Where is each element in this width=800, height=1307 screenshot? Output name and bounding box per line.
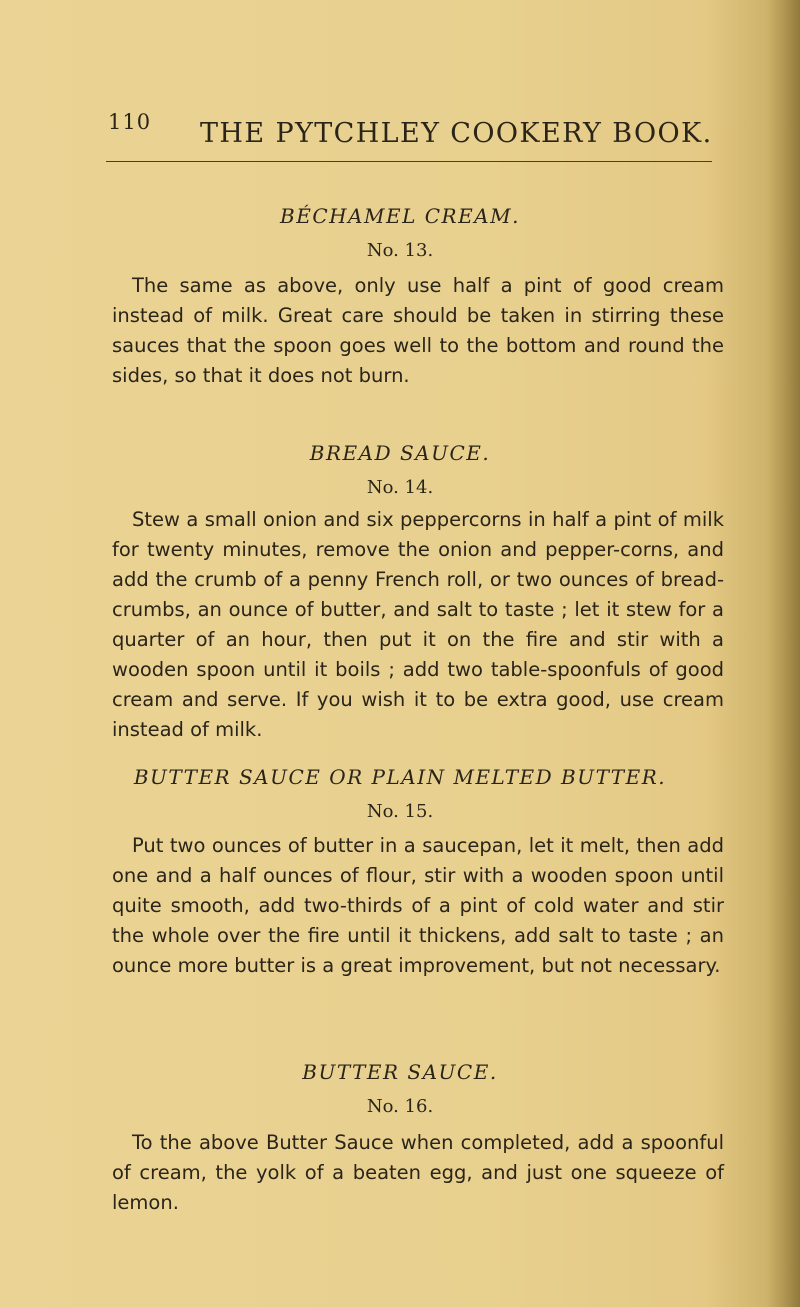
recipe-text-butter-sauce: To the above Butter Sauce when completed, add a spoonful of cream, the yolk of a beaten egg, and just one squeeze of lemon. — [112, 1131, 724, 1214]
recipe-title-butter-sauce: BUTTER SAUCE. — [302, 1060, 498, 1084]
recipe-text-bechamel-cream: The same as above, only use half a pint of good cream instead of milk. Great care should be taken in stirring these sauces that the spoon goes well to the bottom and round the sides, so that it does not burn. — [112, 274, 724, 387]
recipe-number-13: No. 13. — [366, 240, 434, 261]
recipe-number-14: No. 14. — [366, 477, 434, 498]
recipe-title-bechamel-cream: BÉCHAMEL CREAM. — [280, 204, 520, 228]
recipe-title-bread-sauce: BREAD SAUCE. — [309, 441, 491, 465]
recipe-text-bread-sauce: Stew a small onion and six peppercorns in half a pint of milk for twenty minutes, remove the onion and pepper-corns, and add the crumb of a penny French roll, or two ounces of bread-crumbs, an ounce of butter, and salt to taste ; let it stew for a quarter of an hour, then put it on the fire and stir with a wooden spoon until it boils ; add two table-spoonfuls of good cream and serve. If you wish it to be extra good, use cream instead of milk. — [112, 508, 724, 741]
page-number: 110 — [108, 110, 152, 134]
recipe-number-16: No. 16. — [366, 1096, 434, 1117]
header-rule — [106, 161, 712, 162]
recipe-number-15: No. 15. — [366, 801, 434, 822]
recipe-title-butter-sauce-plain: BUTTER SAUCE OR PLAIN MELTED BUTTER. — [133, 765, 667, 789]
running-head: THE PYTCHLEY COOKERY BOOK. — [200, 118, 713, 149]
recipe-text-butter-sauce-plain: Put two ounces of butter in a saucepan, let it melt, then add one and a half ounces of flour, stir with a wooden spoon until quite smooth, add two-thirds of a pint of cold water and stir the whole over the fire until it thickens, add salt to taste ; an ounce more butter is a great improvement, but not necessary. — [112, 834, 724, 977]
